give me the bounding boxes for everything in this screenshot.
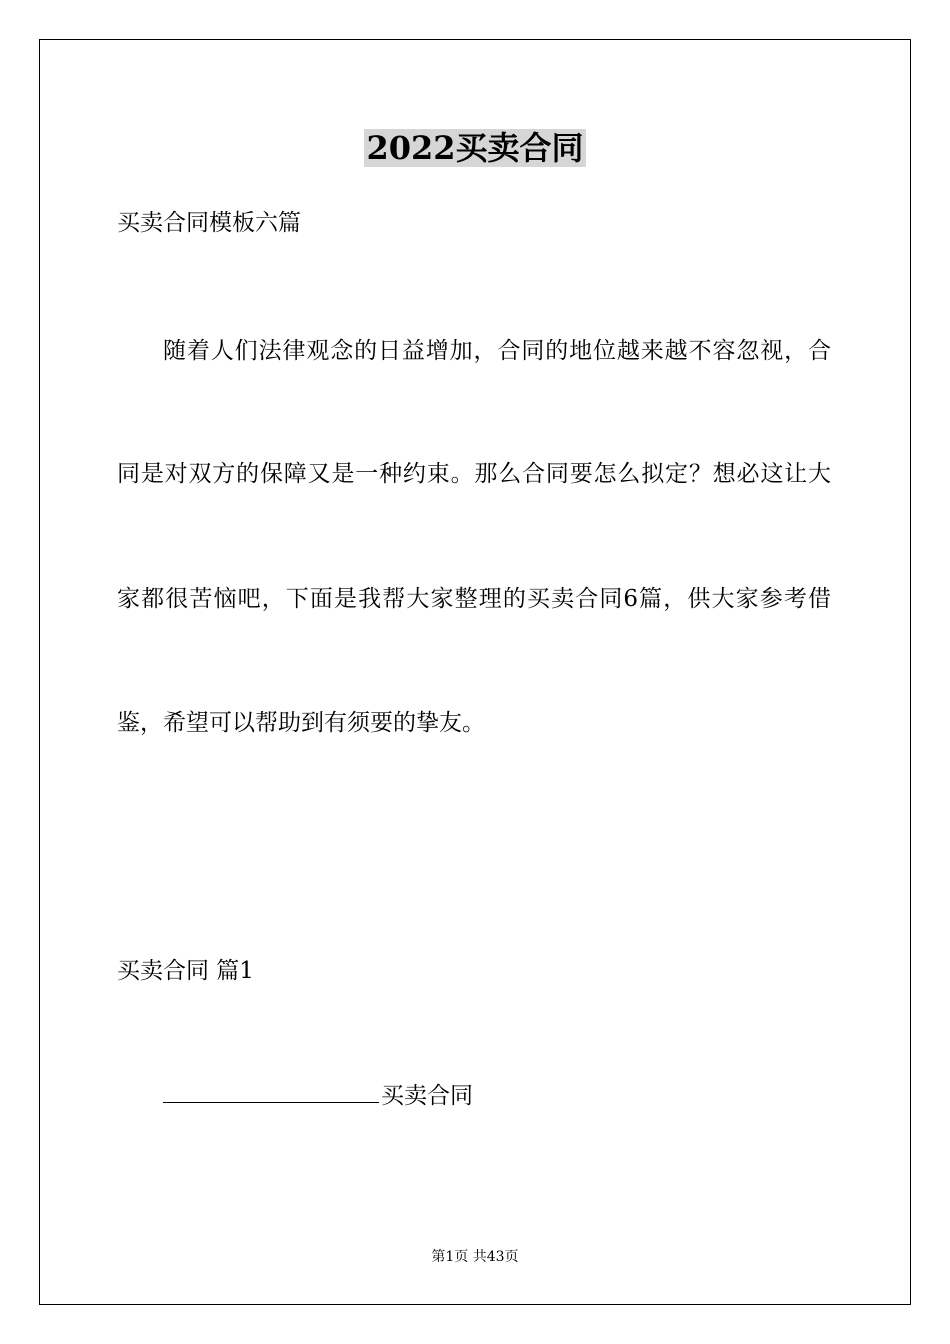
contract-title-line	[163, 1080, 473, 1111]
contract-title-suffix: 买卖合同	[381, 1083, 473, 1109]
intro-paragraph-line-4: 鉴，希望可以帮助到有须要的挚友。	[117, 710, 485, 736]
intro-paragraph-line-1: 随着人们法律观念的日益增加，合同的地位越来越不容忽视，合	[163, 338, 831, 364]
intro-paragraph-line-3: 家都很苦恼吧，下面是我帮大家整理的买卖合同6篇，供大家参考借	[117, 586, 831, 612]
document-title-text: 2022买卖合同	[366, 129, 584, 167]
intro-paragraph-line-2: 同是对双方的保障又是一种约束。那么合同要怎么拟定？想必这让大	[117, 461, 831, 487]
section-heading: 买卖合同 篇1	[117, 958, 254, 984]
document-subtitle: 买卖合同模板六篇	[117, 210, 301, 236]
page-footer: 第1页 共43页	[431, 1249, 519, 1265]
contract-name-blank[interactable]	[163, 1080, 379, 1103]
document-title	[0, 126, 950, 170]
